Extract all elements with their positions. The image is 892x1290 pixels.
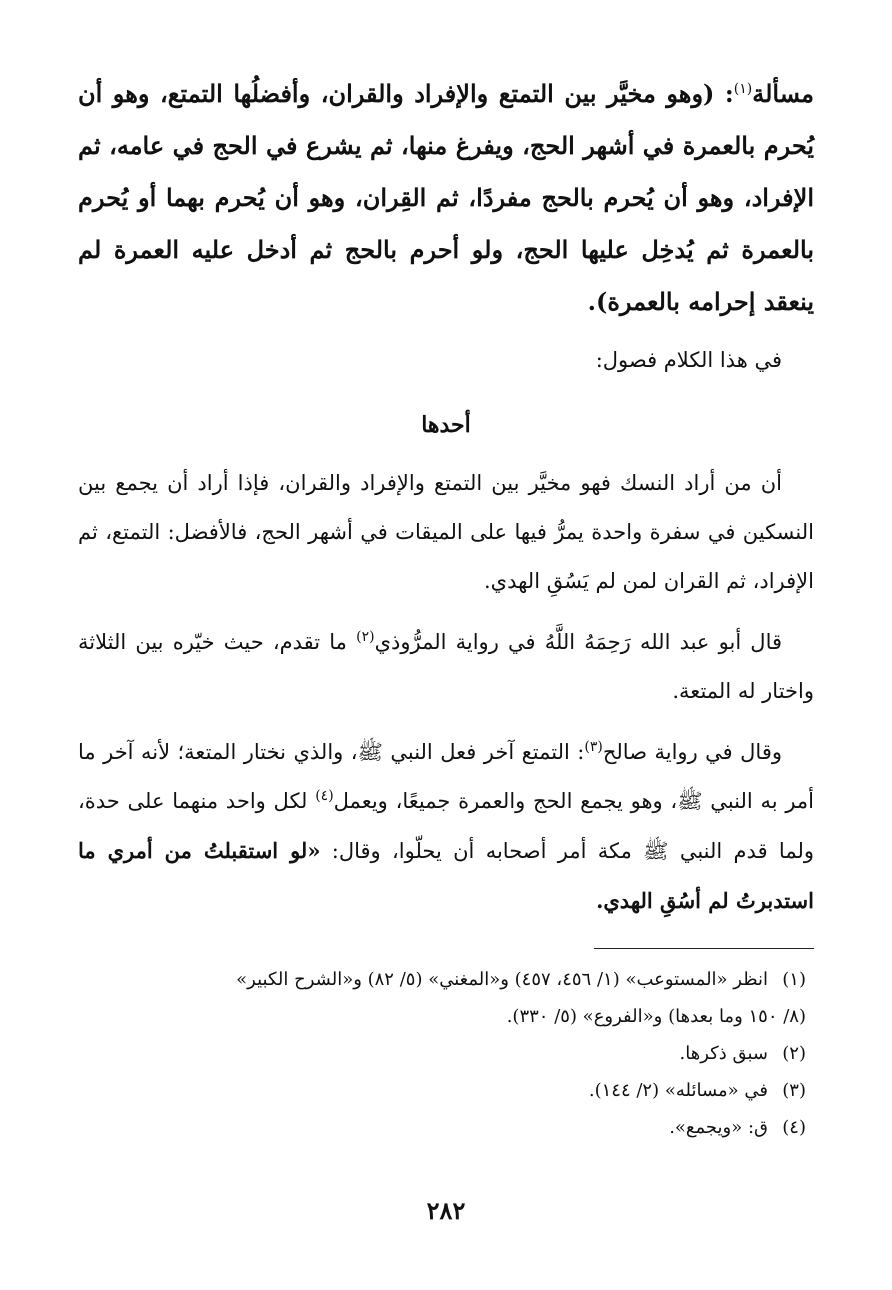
matn-paragraph bbox=[78, 68, 814, 328]
paragraph-2-text-b: ما تقدم، حيث خيّره بين الثلاثة واختار له المتعة. bbox=[78, 630, 814, 703]
hadith-quote: «لو استقبلتُ من أمري ما استدبرتُ لم أسُقِ الهدي. bbox=[78, 838, 814, 913]
matn-text: : (وهو مخيَّر بين التمتع والإفراد والقران، وأفضلُها التمتع، وهو أن يُحرم بالعمرة في أشهر الحج، ويفرغ منها، ثم يشرع في الحج في عامه، ثم الإفراد، وهو أن يُحرم بالحج مفردًا، ثم القِران، وهو أن يُحرم بهما أو يُحرم بالعمرة ثم يُدخِل عليها الحج، ولو أحرم بالحج ثم أدخل عليه العمرة لم ينعقد إحرامه بالعمرة). bbox=[78, 79, 814, 316]
footnote-1-continuation: (٨/ ١٥٠ وما بعدها) و«الفروع» (٥/ ٣٣٠). bbox=[506, 1006, 806, 1027]
footnote-number: (٣) bbox=[782, 1080, 806, 1101]
footnote-2 bbox=[78, 1035, 814, 1072]
intro-line: في هذا الكلام فصول: bbox=[595, 348, 782, 372]
paragraph-1: أن من أراد النسك فهو مخيَّر بين التمتع والإفراد والقران، فإذا أراد أن يجمع بين النسكين في سفرة واحدة يمرُّ فيها على الميقات في أشهر الحج، فالأفضل: التمتع، ثم الإفراد، ثم القران لمن لم يَسُقِ الهدي. bbox=[78, 471, 814, 593]
paragraph-2-text-a: قال أبو عبد الله رَحِمَهُ اللَّهُ في رواية المرُّوذي bbox=[374, 630, 783, 654]
footnote-number: (٢) bbox=[782, 1043, 806, 1064]
section-heading: أحدها bbox=[421, 412, 471, 438]
paragraph-2 bbox=[78, 618, 814, 716]
footnote-3 bbox=[78, 1072, 814, 1109]
footnote-ref-2[interactable]: (٢) bbox=[356, 629, 375, 645]
footnote-1 bbox=[78, 961, 814, 998]
footnotes bbox=[78, 961, 814, 1146]
paragraph-3 bbox=[78, 728, 814, 926]
footnote-number: (٤) bbox=[782, 1117, 806, 1138]
footnote-ref-4[interactable]: (٤) bbox=[315, 788, 334, 804]
footnote-ref-1[interactable]: (١) bbox=[733, 81, 753, 97]
paragraph-3-text-a: وقال في رواية صالح bbox=[602, 740, 782, 764]
page-body bbox=[78, 68, 814, 1248]
issue-label: مسألة bbox=[752, 79, 814, 108]
footnote-text: ق: «ويجمع». bbox=[669, 1117, 768, 1138]
footnote-4 bbox=[78, 1109, 814, 1146]
footnote-text: انظر «المستوعب» (١/ ٤٥٦، ٤٥٧) و«المغني» (٥/ ٨٢) و«الشرح الكبير» bbox=[236, 969, 768, 990]
page-number: ٢٨٢ bbox=[426, 1196, 466, 1225]
footnote-ref-3[interactable]: (٣) bbox=[584, 739, 603, 755]
footnote-text: سبق ذكرها. bbox=[679, 1043, 768, 1064]
footnote-number: (١) bbox=[782, 969, 806, 990]
paragraph-3-text-c: لكل واحد منهما على حدة، ولما قدم النبي ﷺ مكة أمر أصحابه أن يحلّوا، وقال: bbox=[78, 789, 815, 863]
paragraph-3-text-b: : التمتع آخر فعل النبي ﷺ، والذي نختار المتعة؛ لأنه آخر ما أمر به النبي ﷺ، وهو يجمع الحج والعمرة جميعًا، ويعمل bbox=[78, 740, 814, 813]
footnote-text: في «مسائله» (٢/ ١٤٤). bbox=[588, 1080, 768, 1101]
footnote-separator bbox=[594, 948, 814, 949]
